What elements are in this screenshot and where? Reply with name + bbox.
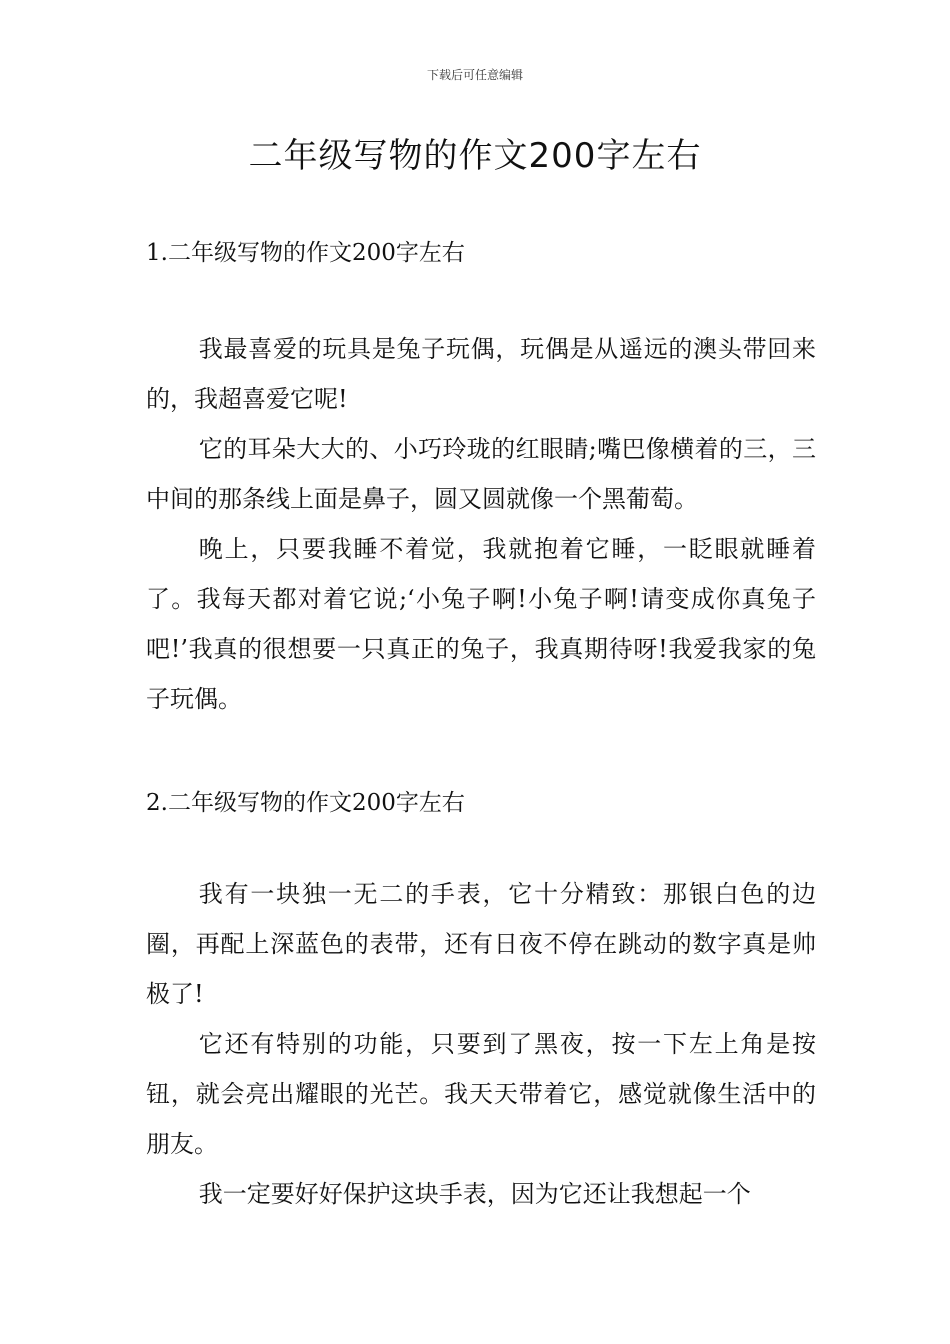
document-title: 二年级写物的作文200字左右 bbox=[248, 136, 702, 176]
section-2-paragraph: 我一定要好好保护这块手表，因为它还让我想起一个 bbox=[198, 1180, 751, 1208]
section-2-body bbox=[146, 869, 816, 1219]
section-1-heading: 1.二年级写物的作文200字左右 bbox=[146, 240, 465, 266]
section-1-paragraph: 晚上，只要我睡不着觉，我就抱着它睡，一眨眼就睡着了。我每天都对着它说;‘小兔子啊!小兔子啊!请变成你真兔子吧!’我真的很想要一只真正的兔子，我真期待呀!我爱我家的兔子玩偶。 bbox=[146, 535, 816, 713]
section-1-paragraph: 它的耳朵大大的、小巧玲珑的红眼睛;嘴巴像横着的三，三中间的那条线上面是鼻子，圆又圆就像一个黑葡萄。 bbox=[146, 435, 816, 513]
section-1-body bbox=[146, 324, 816, 724]
section-2-paragraph: 它还有特别的功能，只要到了黑夜，按一下左上角是按钮，就会亮出耀眼的光芒。我天天带着它，感觉就像生活中的朋友。 bbox=[146, 1030, 816, 1158]
section-2-heading: 2.二年级写物的作文200字左右 bbox=[146, 790, 465, 816]
section-1-paragraph: 我最喜爱的玩具是兔子玩偶，玩偶是从遥远的澳头带回来的，我超喜爱它呢! bbox=[146, 335, 816, 413]
header-note: 下载后可任意编辑 bbox=[426, 68, 523, 82]
section-2-paragraph: 我有一块独一无二的手表，它十分精致：那银白色的边圈，再配上深蓝色的表带，还有日夜不停在跳动的数字真是帅极了! bbox=[146, 880, 816, 1008]
